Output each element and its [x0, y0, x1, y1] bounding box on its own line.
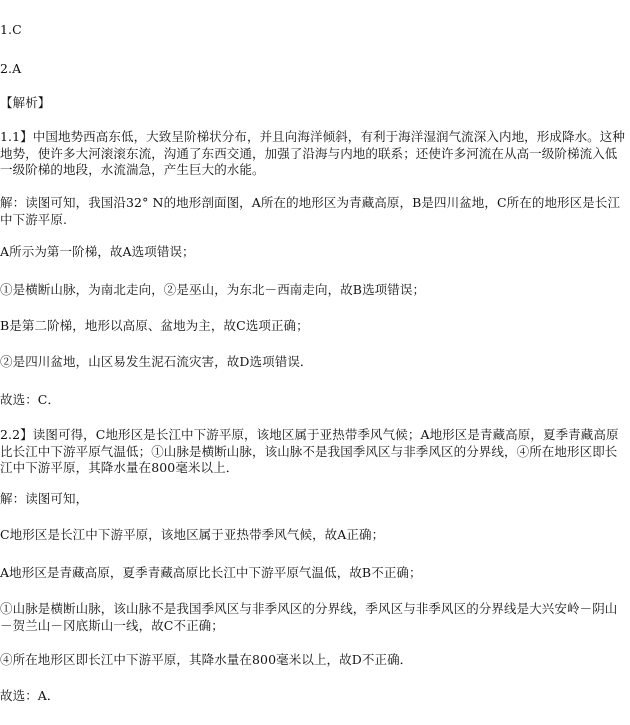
- answer-2: 2.A: [0, 61, 22, 76]
- q1-solution: 解：读图可知，我国沿32° N的地形剖面图，A所在的地形区为青藏高原，B是四川盆地，C所在的地形区是长江中下游平原.: [0, 195, 621, 227]
- q2-solution: 解：读图可知，: [0, 491, 89, 506]
- q1-option-c: B是第二阶梯，地形以高原、盆地为主，故C选项正确；: [0, 318, 309, 333]
- q2-option-d: ④所在地形区即长江中下游平原，其降水量在800毫米以上，故D不正确．: [0, 652, 413, 667]
- answer-1: 1.C: [0, 22, 22, 37]
- analysis-heading: 【解析】: [0, 95, 51, 110]
- q2-intro: 2.2】读图可得，C地形区是长江中下游平原，该地区属于亚热带季风气候；A地形区是青藏高原，夏季青藏高原比长江中下游平原气温低；①山脉是横断山脉，该山脉不是我国季风区与非季风区的分界线，④所在地形区即长江中下游平原，其降水量在800毫米以上．: [0, 427, 619, 475]
- q2-option-c: ①山脉是横断山脉，该山脉不是我国季风区与非季风区的分界线，季风区与非季风区的分界线是大兴安岭－阴山－贺兰山－冈底斯山一线，故C不正确；: [0, 601, 618, 633]
- q1-option-d: ②是四川盆地，山区易发生泥石流灾害，故D选项错误．: [0, 354, 313, 369]
- q1-conclusion: 故选：C．: [0, 392, 61, 407]
- q2-option-a: C地形区是长江中下游平原，该地区属于亚热带季风气候，故A正确；: [0, 527, 385, 542]
- q2-option-b: A地形区是青藏高原，夏季青藏高原比长江中下游平原气温低，故B不正确；: [0, 565, 422, 580]
- q1-intro: 1.1】中国地势西高东低，大致呈阶梯状分布，并且向海洋倾斜，有利于海洋湿润气流深入内地，形成降水。这种地势，使许多大河滚滚东流，沟通了东西交通，加强了沿海与内地的联系；还使许多河流在从高一级阶梯流入低一级阶梯的地段，水流湍急，产生巨大的水能。: [0, 129, 625, 177]
- q1-option-b: ①是横断山脉，为南北走向，②是巫山，为东北－西南走向，故B选项错误；: [0, 282, 426, 297]
- q1-option-a: A所示为第一阶梯，故A选项错误；: [0, 244, 195, 259]
- q2-conclusion: 故选：A．: [0, 688, 60, 703]
